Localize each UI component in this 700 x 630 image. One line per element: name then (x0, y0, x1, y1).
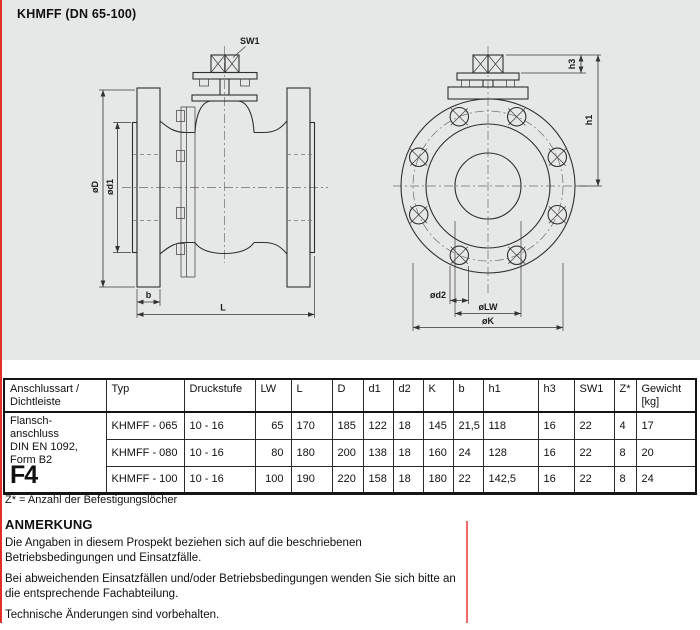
table-cell: 200 (332, 439, 363, 466)
dim-label-d: øD (90, 181, 100, 193)
col-header-h3: h3 (538, 379, 574, 412)
table-cell: KHMFF - 065 (106, 412, 184, 439)
table-cell: 190 (291, 466, 332, 493)
table-cell: 17 (636, 412, 696, 439)
table-cell: 160 (423, 439, 453, 466)
table-cell: 118 (483, 412, 538, 439)
table-footnote: Z* = Anzahl der Befestigungslöcher (5, 494, 178, 506)
col-header-lw: LW (255, 379, 291, 412)
header-row (4, 379, 696, 412)
col-header-sw1: SW1 (574, 379, 614, 412)
table-cell: 100 (255, 466, 291, 493)
col-header-druckstufe: Druckstufe (184, 379, 255, 412)
table-cell: 16 (538, 466, 574, 493)
col-header-d1: d1 (363, 379, 393, 412)
table-cell: 170 (291, 412, 332, 439)
table-row (4, 466, 696, 493)
dim-label-d2: ød2 (429, 290, 446, 300)
dim-label-b: b (145, 290, 152, 300)
dim-label-l: L (220, 302, 226, 313)
col-header-anschlussart: Anschlussart / Dichtleiste (4, 379, 106, 412)
remark-paragraph: Die Angaben in diesem Prospekt beziehen sich auf die beschriebenen Betriebsbedingungen und Einsatzfälle. (5, 537, 362, 564)
table-cell: 80 (255, 439, 291, 466)
table-cell: 10 - 16 (184, 466, 255, 493)
col-header-l: L (291, 379, 332, 412)
spec-table (3, 378, 697, 495)
table-row (4, 439, 696, 466)
dim-label-sw1: SW1 (240, 36, 260, 46)
table-cell: 180 (291, 439, 332, 466)
table-cell: 138 (363, 439, 393, 466)
dim-label-lw: øLW (478, 302, 498, 312)
table-cell: 185 (332, 412, 363, 439)
table-cell: 4 (614, 412, 636, 439)
col-header-gewicht: Gewicht [kg] (636, 379, 696, 412)
remark-paragraph: Technische Änderungen sind vorbehalten. (5, 609, 220, 621)
table-cell: 10 - 16 (184, 439, 255, 466)
table-cell: 8 (614, 466, 636, 493)
col-header-z: Z* (614, 379, 636, 412)
table-cell: 10 - 16 (184, 412, 255, 439)
col-header-d2: d2 (393, 379, 423, 412)
table-cell: 18 (393, 412, 423, 439)
table-cell: 142,5 (483, 466, 538, 493)
remark-paragraph: Bei abweichenden Einsatzfällen und/oder Betriebsbedingungen wenden Sie sich bitte an die entsprechende Fachabteilung. (5, 573, 456, 600)
remark-heading: ANMERKUNG (5, 517, 93, 532)
dim-label-k: øK (482, 316, 494, 326)
table-cell: 22 (574, 466, 614, 493)
table-cell: KHMFF - 100 (106, 466, 184, 493)
valve-side-view (90, 36, 328, 318)
table-row (4, 412, 696, 439)
table-cell: 21,5 (453, 412, 483, 439)
dim-label-h1: h1 (584, 114, 594, 126)
valve-front-view (393, 46, 602, 331)
table-cell: 145 (423, 412, 453, 439)
remark-body (5, 536, 457, 630)
table-cell: 65 (255, 412, 291, 439)
table-cell: 220 (332, 466, 363, 493)
table-cell: 16 (538, 439, 574, 466)
table-cell: 24 (636, 466, 696, 493)
col-header-d: D (332, 379, 363, 412)
remark-red-rule (466, 521, 468, 623)
form-code: F4 (10, 461, 38, 489)
col-header-h1: h1 (483, 379, 538, 412)
table-cell: 122 (363, 412, 393, 439)
table-cell: 180 (423, 466, 453, 493)
stem-assembly-side (192, 55, 257, 101)
table-cell: 18 (393, 466, 423, 493)
table-cell: 158 (363, 466, 393, 493)
table-cell: 22 (574, 412, 614, 439)
table-cell: 24 (453, 439, 483, 466)
table-cell: 18 (393, 439, 423, 466)
connection-cell: Flansch- anschluss DIN EN 1092, Form B2 F4 (4, 412, 106, 493)
col-header-typ: Typ (106, 379, 184, 412)
table-cell: 16 (538, 412, 574, 439)
dim-label-h3: h3 (567, 58, 577, 70)
col-header-b: b (453, 379, 483, 412)
table-cell: 22 (574, 439, 614, 466)
table-cell: KHMFF - 080 (106, 439, 184, 466)
table-cell: 22 (453, 466, 483, 493)
table-cell: 128 (483, 439, 538, 466)
col-header-k: K (423, 379, 453, 412)
table-cell: 8 (614, 439, 636, 466)
dim-label-d1: ød1 (105, 178, 115, 196)
page-title: KHMFF (DN 65-100) (17, 7, 137, 21)
table-cell: 20 (636, 439, 696, 466)
